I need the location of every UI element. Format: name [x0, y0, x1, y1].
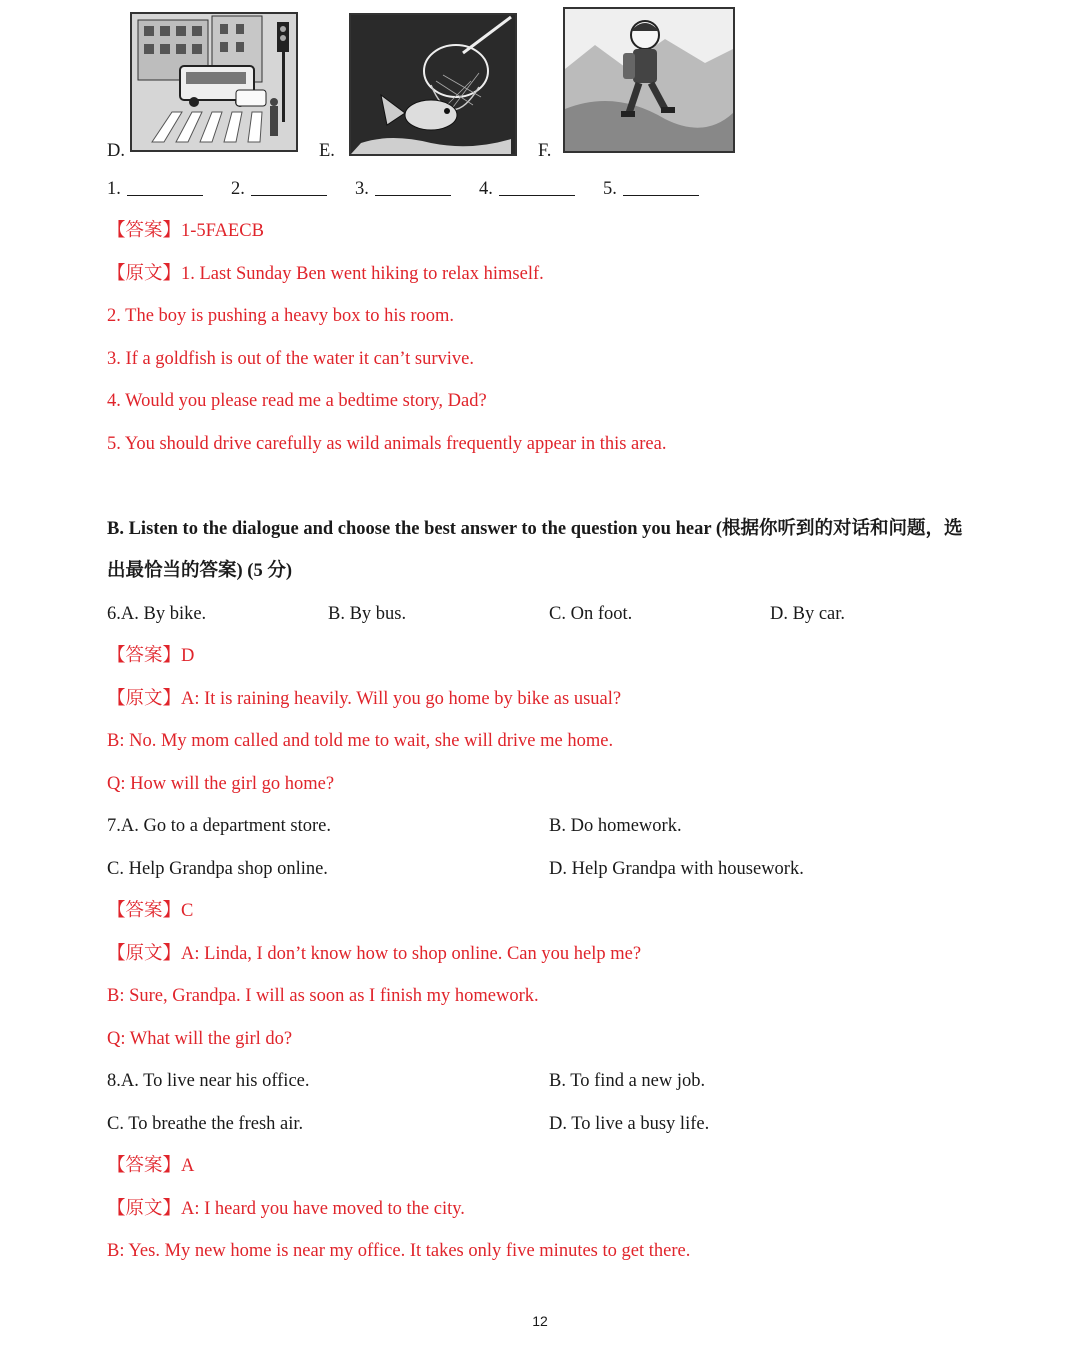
part-a-script-line: 3. If a goldfish is out of the water it can’t survive.	[107, 349, 475, 369]
q7-option-a[interactable]: 7.A. Go to a department store.	[107, 816, 331, 836]
q8-option-d[interactable]: D. To live a busy life.	[549, 1114, 710, 1134]
answer-blank-5[interactable]: 5.	[603, 180, 699, 199]
q7-script-line: Q: What will the girl do?	[107, 1029, 293, 1049]
q6-answer: 【答案】D	[107, 646, 195, 666]
q7-script-line: B: Sure, Grandpa. I will as soon as I finish my homework.	[107, 986, 539, 1006]
part-a-script-line: 【原文】1. Last Sunday Ben went hiking to relax himself.	[107, 264, 544, 284]
q8-answer: 【答案】A	[107, 1156, 195, 1176]
q6-script-line: B: No. My mom called and told me to wait, she will drive me home.	[107, 731, 614, 751]
q6-option-d[interactable]: D. By car.	[770, 604, 846, 624]
answer-blank-3[interactable]: 3.	[355, 180, 451, 199]
part-a-script-line: 2. The boy is pushing a heavy box to his room.	[107, 306, 455, 326]
q6-option-a[interactable]: 6.A. By bike.	[107, 604, 207, 624]
part-b-heading-cont: 出最恰当的答案) (5 分)	[107, 561, 292, 581]
hiker-icon	[565, 9, 733, 151]
bus-crosswalk-icon	[132, 14, 296, 150]
q7-option-d[interactable]: D. Help Grandpa with housework.	[549, 859, 804, 879]
q8-script-line: B: Yes. My new home is near my office. It takes only five minutes to get there.	[107, 1241, 691, 1261]
q8-option-c[interactable]: C. To breathe the fresh air.	[107, 1114, 304, 1134]
q7-script-line: 【原文】A: Linda, I don’t know how to shop online. Can you help me?	[107, 944, 642, 964]
picture-label-d: D.	[107, 141, 125, 161]
street-crossing-image	[130, 12, 298, 152]
q6-script-line: Q: How will the girl go home?	[107, 774, 335, 794]
q6-option-c[interactable]: C. On foot.	[549, 604, 633, 624]
goldfish-icon	[351, 15, 515, 154]
q8-script-line: 【原文】A: I heard you have moved to the city.	[107, 1199, 465, 1219]
picture-label-f: F.	[538, 141, 552, 161]
q8-option-b[interactable]: B. To find a new job.	[549, 1071, 706, 1091]
q8-option-a[interactable]: 8.A. To live near his office.	[107, 1071, 310, 1091]
part-b-heading: B. Listen to the dialogue and choose the best answer to the question you hear (根据你听到的对话和问题，选	[107, 519, 963, 539]
part-a-answer: 【答案】1-5FAECB	[107, 221, 264, 241]
q6-option-b[interactable]: B. By bus.	[328, 604, 407, 624]
q6-script-line: 【原文】A: It is raining heavily. Will you go home by bike as usual?	[107, 689, 622, 709]
part-a-script-line: 5. You should drive carefully as wild animals frequently appear in this area.	[107, 434, 667, 454]
part-a-script-line: 4. Would you please read me a bedtime story, Dad?	[107, 391, 487, 411]
q7-option-c[interactable]: C. Help Grandpa shop online.	[107, 859, 328, 879]
page-number: 12	[532, 1313, 548, 1329]
q7-answer: 【答案】C	[107, 901, 194, 921]
hiking-boy-image	[563, 7, 735, 153]
answer-blank-4[interactable]: 4.	[479, 180, 575, 199]
picture-label-e: E.	[319, 141, 335, 161]
q7-option-b[interactable]: B. Do homework.	[549, 816, 682, 836]
goldfish-net-image	[349, 13, 517, 156]
answer-blank-2[interactable]: 2.	[231, 180, 327, 199]
answer-blank-1[interactable]: 1.	[107, 180, 203, 199]
